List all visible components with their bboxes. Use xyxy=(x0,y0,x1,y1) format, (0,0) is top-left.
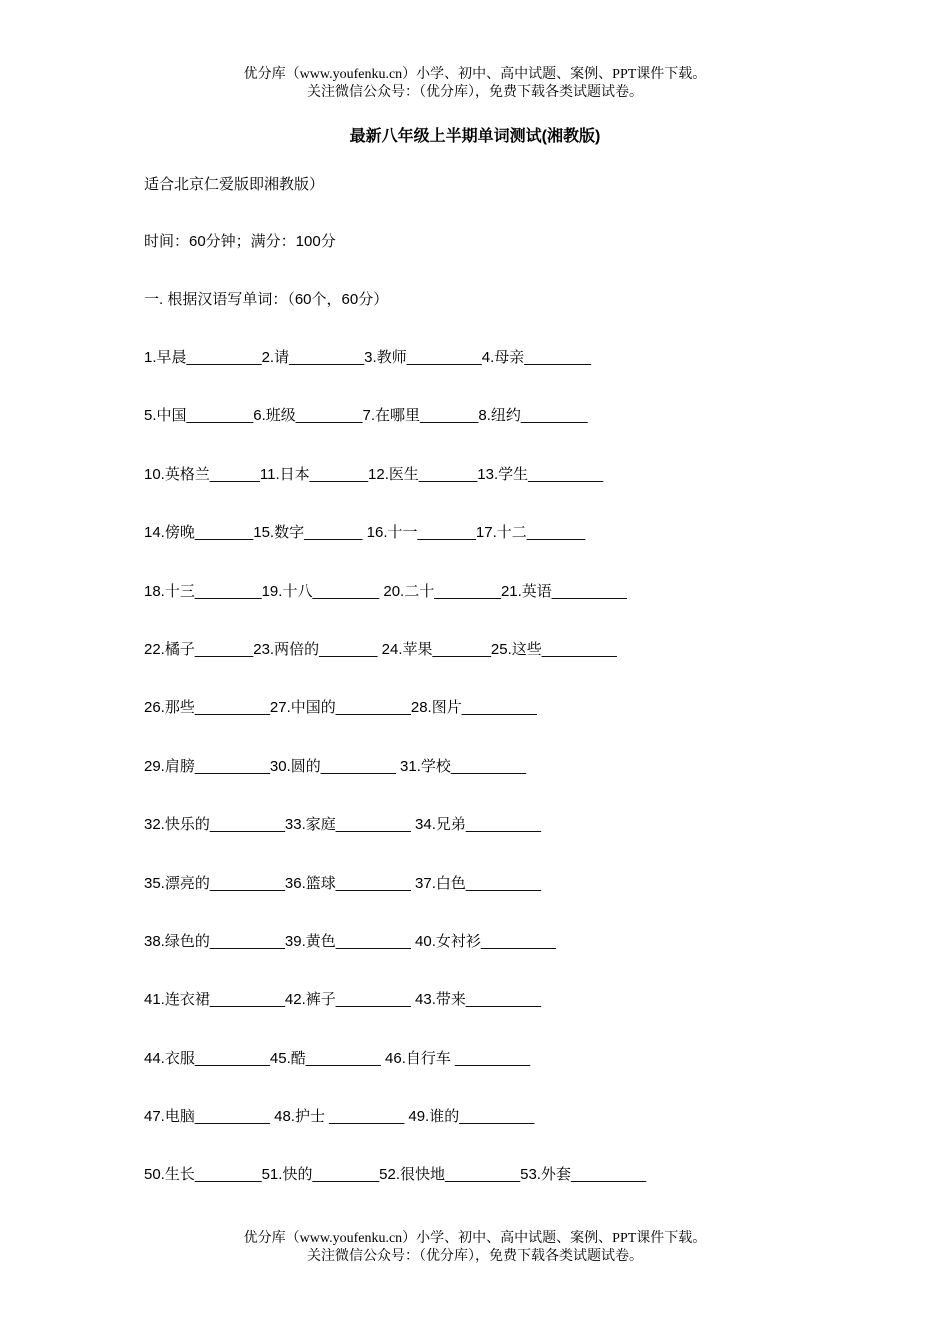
page-header xyxy=(0,66,950,102)
question-row: 50.生长________51.快的________52.很快地_________53.外套_________ xyxy=(144,1166,647,1184)
question-row: 38.绿色的_________39.黄色_________ 40.女衬衫_________ xyxy=(144,932,556,950)
question-row: 10.英格兰______11.日本_______12.医生_______13.学生_________ xyxy=(144,465,604,483)
question-row: 32.快乐的_________33.家庭_________ 34.兄弟_________ xyxy=(144,816,541,834)
header-line-1: 优分库（www.youfenku.cn）小学、初中、高中试题、案例、PPT课件下载。 xyxy=(243,67,707,82)
question-row: 35.漂亮的_________36.篮球_________ 37.白色_________ xyxy=(144,874,541,892)
question-row: 1.早晨_________2.请_________3.教师_________4.母亲________ xyxy=(144,349,592,366)
question-list xyxy=(144,348,646,1224)
applicability-note: 适合北京仁爱版即湘教版） xyxy=(144,176,325,193)
question-row: 41.连衣裙_________42.裤子_________ 43.带来_________ xyxy=(144,991,541,1009)
question-row: 18.十三________19.十八________ 20.二十________21.英语_________ xyxy=(144,582,627,600)
question-row: 47.电脑_________ 48.护士 _________ 49.谁的_________ xyxy=(144,1108,535,1126)
document-title: 最新八年级上半期单词测试(湘教版) xyxy=(349,128,601,145)
question-row: 44.衣服_________45.酷_________ 46.自行车 _________ xyxy=(144,1049,531,1067)
header-line-2: 关注微信公众号：（优分库），免费下载各类试题试卷。 xyxy=(307,85,643,100)
question-row: 29.肩膀_________30.圆的_________ 31.学校_________ xyxy=(144,757,526,775)
footer-line-1: 优分库（www.youfenku.cn）小学、初中、高中试题、案例、PPT课件下载。 xyxy=(243,1231,707,1246)
question-row: 22.橘子_______23.两倍的_______ 24.苹果_______25.这些_________ xyxy=(144,640,617,658)
time-and-score: 时间：60分钟；满分：100分 xyxy=(144,233,336,250)
page-footer xyxy=(0,1230,950,1266)
footer-line-2: 关注微信公众号：（优分库），免费下载各类试题试卷。 xyxy=(307,1249,643,1264)
section-heading: 一. 根据汉语写单词：（60个，60分） xyxy=(144,291,389,308)
question-row: 14.傍晚_______15.数字_______ 16.十一_______17.十二_______ xyxy=(144,524,586,542)
question-row: 26.那些_________27.中国的_________28.图片_________ xyxy=(144,699,537,717)
question-row: 5.中国________6.班级________7.在哪里_______8.纽约________ xyxy=(144,407,588,425)
